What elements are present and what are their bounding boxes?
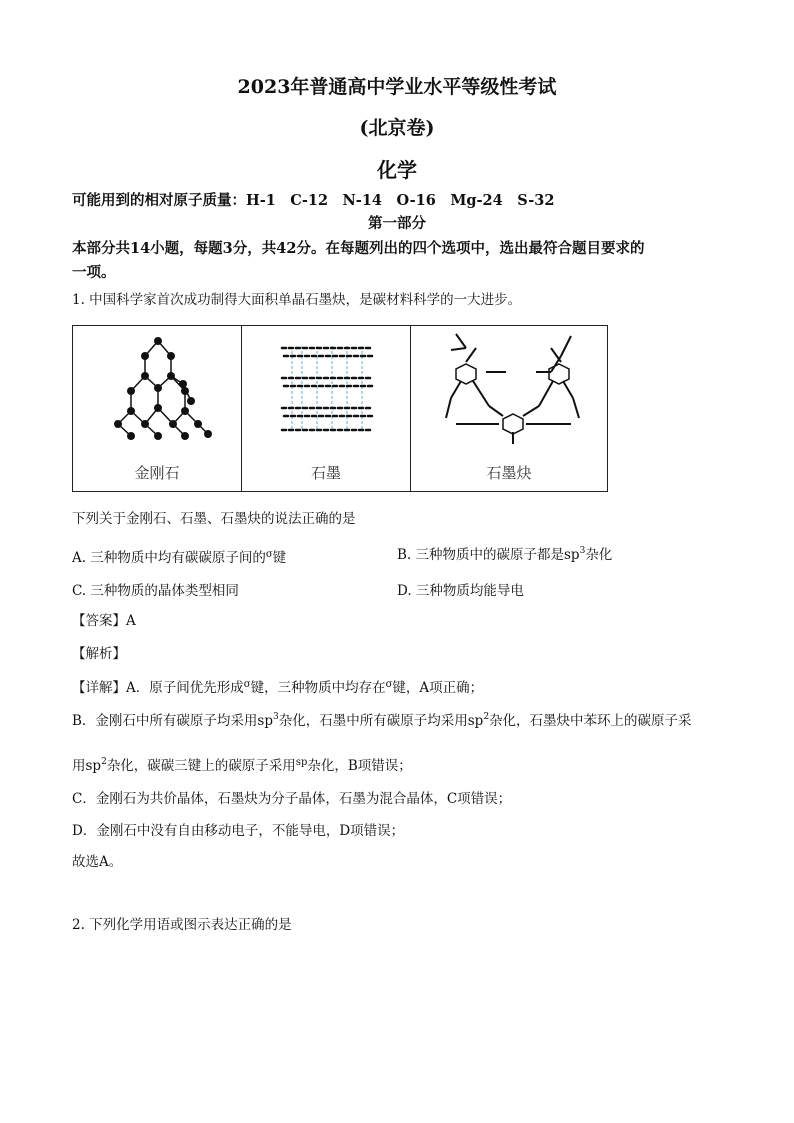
- graphdiyne-structure-image: [411, 326, 607, 451]
- detail-b2-part3: 杂化，B项错误；: [307, 758, 412, 774]
- q1-option-a: [72, 545, 286, 568]
- option-b-suffix: 杂化: [585, 547, 613, 563]
- diamond-cell: [73, 326, 242, 491]
- graphite-structure-image: [242, 326, 411, 451]
- answer-label: 【答案】: [72, 613, 126, 629]
- q1-conclusion: 故选A。: [72, 854, 123, 870]
- detail-b-part3: 杂化，石墨炔中苯环上的碳原子采: [489, 713, 692, 729]
- detail-label: 【详解】: [72, 680, 126, 696]
- detail-a-part1: A．原子间优先形成: [126, 680, 244, 696]
- detail-a-sigma2: σ: [385, 679, 393, 690]
- option-b-sup: 3: [579, 546, 586, 556]
- q1-stem: 1. 中国科学家首次成功制得大面积单晶石墨炔，是碳材料科学的一大进步。: [72, 292, 522, 308]
- detail-a-sigma1: σ: [243, 679, 251, 690]
- detail-b-sup2: 2: [483, 712, 490, 722]
- q1-answer: [72, 611, 136, 631]
- q1-figure-table: [72, 325, 608, 492]
- detail-b-sup1: 3: [273, 712, 279, 722]
- q1-option-c: C. 三种物质的晶体类型相同: [72, 583, 239, 599]
- detail-a-part2: 键，三种物质中均存在: [250, 680, 386, 696]
- q1-detail-b: [72, 711, 692, 731]
- q1-detail-b-cont: [72, 753, 412, 776]
- graphite-label: 石墨: [310, 464, 341, 482]
- detail-b2-part2: 杂化，碳碳三键上的碳原子采用: [106, 758, 296, 774]
- part-title: 第一部分: [368, 215, 426, 232]
- diamond-label: 金刚石: [134, 464, 180, 482]
- option-b-text: B. 三种物质中的碳原子都是sp: [397, 547, 580, 563]
- q1-detail-c: C．金刚石为共价晶体，石墨炔为分子晶体，石墨为混合晶体，C项错误；: [72, 791, 512, 807]
- detail-b2-part1: 用sp: [72, 758, 102, 774]
- detail-a-part3: 键，A项正确；: [392, 680, 484, 696]
- detail-b-part2: 杂化，石墨中所有碳原子均采用sp: [278, 713, 484, 729]
- q1-option-b: [397, 545, 612, 565]
- diamond-structure-image: [73, 326, 242, 451]
- q1-option-d: D. 三种物质均能导电: [397, 583, 524, 599]
- option-a-text: A. 三种物质中均有碳碳原子间的: [72, 550, 266, 566]
- part-instruction-line1: 本部分共14小题，每题3分，共42分。在每题列出的四个选项中，选出最符合题目要求的: [72, 240, 645, 257]
- exam-title: 2023年普通高中学业水平等级性考试: [237, 76, 557, 98]
- detail-b2-sup: 2: [101, 757, 107, 767]
- part-instruction-line2: 一项。: [72, 264, 116, 281]
- q1-analysis-label: 【解析】: [72, 646, 126, 662]
- q1-detail-a: [72, 675, 483, 698]
- q2-stem: 2. 下列化学用语或图示表达正确的是: [72, 917, 292, 933]
- q1-detail-d: D．金刚石中没有自由移动电子，不能导电，D项错误；: [72, 823, 405, 839]
- answer-value: A: [126, 613, 136, 629]
- graphdiyne-cell: [411, 326, 607, 491]
- detail-b2-sp: sp: [295, 757, 308, 768]
- option-a-sigma: σ: [265, 549, 273, 560]
- detail-b-part1: B．金刚石中所有碳原子均采用sp: [72, 713, 273, 729]
- exam-subtitle: (北京卷): [359, 117, 435, 139]
- graphdiyne-label: 石墨炔: [486, 464, 532, 482]
- atomic-mass-line: 可能用到的相对原子质量：H-1 C-12 N-14 O-16 Mg-24 S-32: [72, 192, 555, 209]
- subject-title: 化学: [377, 158, 417, 182]
- graphite-cell: [242, 326, 411, 491]
- q1-question: 下列关于金刚石、石墨、石墨炔的说法正确的是: [72, 511, 356, 527]
- option-a-suffix: 键: [272, 550, 287, 566]
